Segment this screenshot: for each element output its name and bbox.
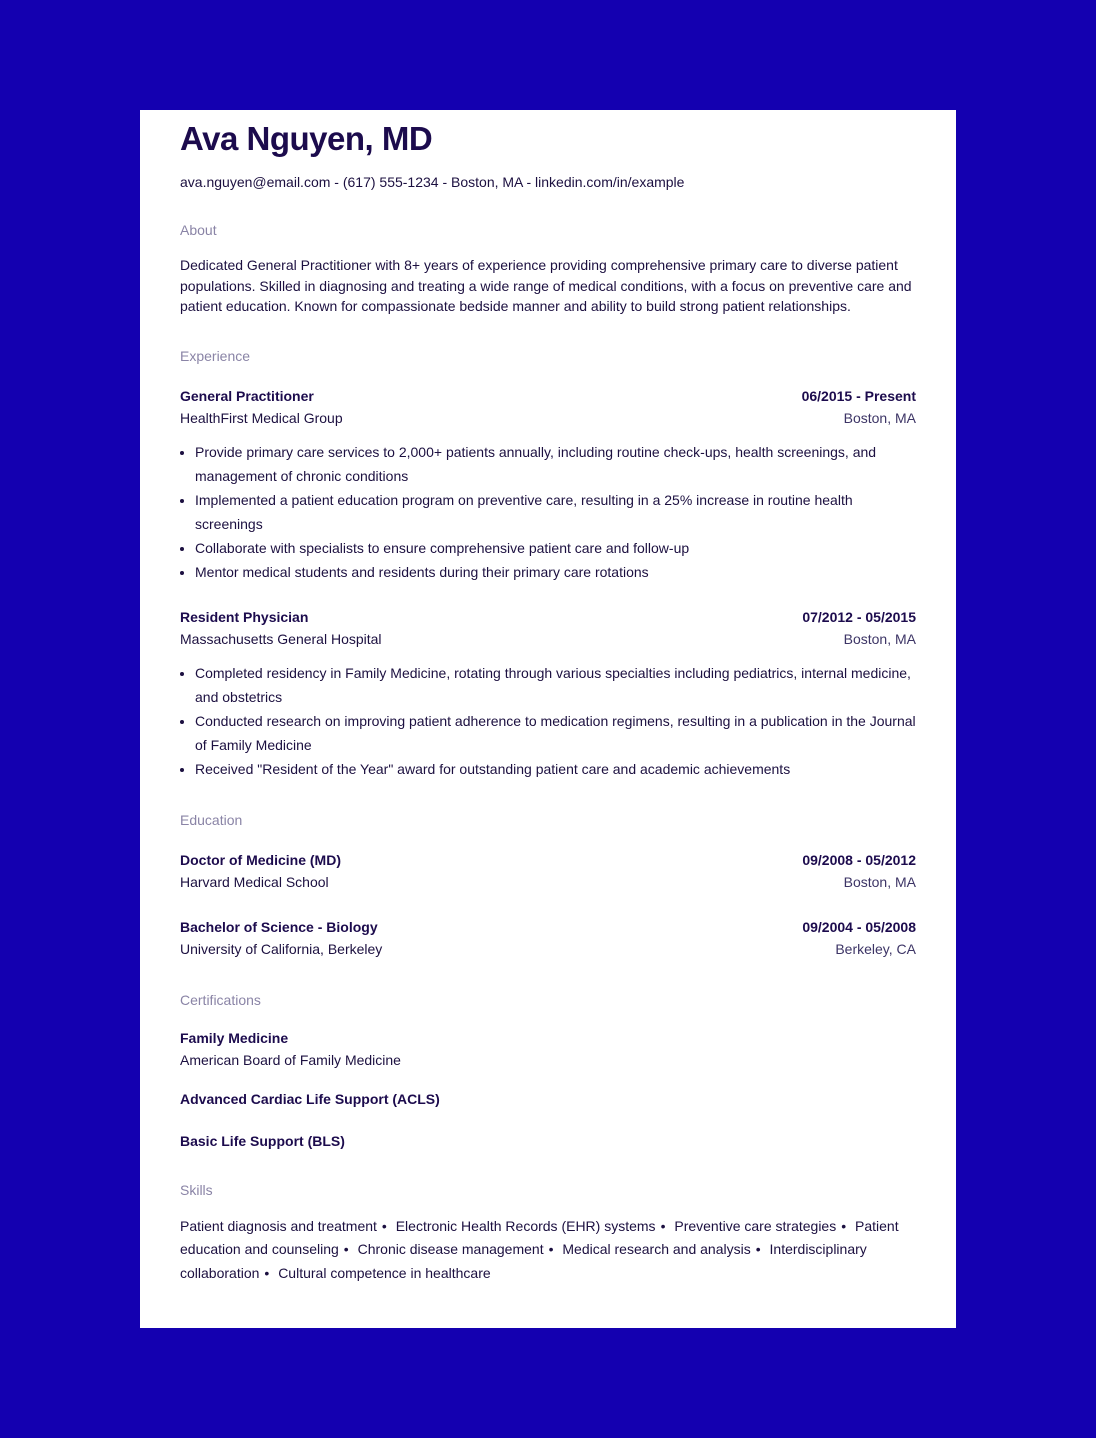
experience-org-row — [180, 628, 916, 651]
experience-dates: 07/2012 - 05/2015 — [802, 608, 916, 625]
experience-bullet: • Received "Resident of the Year" award for outstanding patient care and academic achievements — [195, 757, 916, 781]
experience-dates: 06/2015 - Present — [801, 387, 916, 404]
section-title-certifications: Certifications — [180, 991, 261, 1008]
experience-org: Massachusetts General Hospital — [180, 631, 382, 648]
education-school: Harvard Medical School — [180, 874, 329, 891]
certification-issuer: American Board of Family Medicine — [180, 1052, 401, 1069]
education-entry — [180, 916, 916, 961]
experience-org: HealthFirst Medical Group — [180, 410, 343, 427]
section-title-skills: Skills — [180, 1181, 213, 1198]
experience-header-row — [180, 385, 916, 408]
skill-item: Patient diagnosis and treatment — [180, 1217, 377, 1234]
experience-header-row — [180, 606, 916, 629]
education-dates: 09/2004 - 05/2008 — [802, 918, 916, 935]
section-title-about: About — [180, 222, 217, 238]
experience-bullets — [180, 661, 916, 781]
experience-location: Boston, MA — [843, 410, 916, 427]
education-header-row — [180, 916, 916, 939]
education-location: Boston, MA — [843, 874, 916, 891]
education-school-row — [180, 871, 916, 894]
certification-entry — [180, 1130, 916, 1153]
candidate-name: Ava Nguyen, MD — [180, 120, 433, 157]
contact-line: ava.nguyen@email.com - (617) 555-1234 - Boston, MA - linkedin.com/in/example — [180, 174, 685, 190]
experience-entry — [180, 606, 916, 781]
skills-list — [180, 1215, 916, 1286]
certification-name: Basic Life Support (BLS) — [180, 1133, 345, 1150]
experience-bullet: • Completed residency in Family Medicine, rotating through various specialties including pediatrics, internal medicine, and obstetrics — [195, 661, 916, 709]
experience-bullets — [180, 440, 916, 584]
skill-item: Cultural competence in healthcare — [278, 1264, 491, 1281]
experience-role: Resident Physician — [180, 608, 309, 625]
skill-separator: • — [381, 1217, 387, 1234]
experience-bullet: • Collaborate with specialists to ensure comprehensive patient care and follow-up — [195, 536, 916, 560]
skill-separator: • — [755, 1241, 761, 1258]
certification-entry — [180, 1088, 916, 1111]
certification-name: Advanced Cardiac Life Support (ACLS) — [180, 1090, 440, 1107]
about-text: Dedicated General Practitioner with 8+ years of experience providing comprehensive primary care to diverse patient populations. Skilled in diagnosing and treating a wide range of medical conditions, with a focus on preventive care and patient education. Known for compassionate bedside manner and ability to build strong patient relationships. — [180, 257, 912, 315]
experience-role: General Practitioner — [180, 387, 314, 404]
experience-entry — [180, 385, 916, 584]
education-location: Berkeley, CA — [835, 941, 916, 958]
experience-bullet: • Implemented a patient education program on preventive care, resulting in a 25% increase in routine health screenings — [195, 488, 916, 536]
skill-item: Interdisciplinary collaboration — [180, 1241, 867, 1281]
experience-bullet: • Conducted research on improving patient adherence to medication regimens, resulting in a publication in the Journal of Family Medicine — [195, 709, 916, 757]
education-entry — [180, 849, 916, 894]
certification-entry — [180, 1027, 916, 1072]
section-title-experience: Experience — [180, 347, 251, 364]
skill-separator: • — [343, 1241, 349, 1258]
skill-separator: • — [841, 1217, 847, 1234]
skill-item: Electronic Health Records (EHR) systems — [395, 1217, 656, 1234]
education-school: University of California, Berkeley — [180, 941, 383, 958]
skill-item: Patient education and counseling — [180, 1217, 899, 1258]
experience-org-row — [180, 407, 916, 430]
education-degree: Doctor of Medicine (MD) — [180, 851, 341, 868]
education-school-row — [180, 938, 916, 961]
education-header-row — [180, 849, 916, 872]
resume-page — [140, 110, 956, 1328]
skill-item: Chronic disease management — [357, 1241, 544, 1258]
experience-location: Boston, MA — [843, 631, 916, 648]
experience-bullet: • Mentor medical students and residents during their primary care rotations — [195, 560, 916, 584]
skill-separator: • — [548, 1241, 554, 1258]
education-degree: Bachelor of Science - Biology — [180, 918, 378, 935]
education-dates: 09/2008 - 05/2012 — [802, 851, 916, 868]
certification-name: Family Medicine — [180, 1029, 289, 1046]
skill-item: Preventive care strategies — [674, 1217, 837, 1234]
skill-separator: • — [660, 1217, 666, 1234]
section-title-education: Education — [180, 811, 243, 828]
skill-separator: • — [264, 1264, 270, 1281]
experience-bullet: • Provide primary care services to 2,000+ patients annually, including routine check-ups, health screenings, and management of chronic conditions — [195, 440, 916, 488]
skill-item: Medical research and analysis — [562, 1241, 751, 1258]
